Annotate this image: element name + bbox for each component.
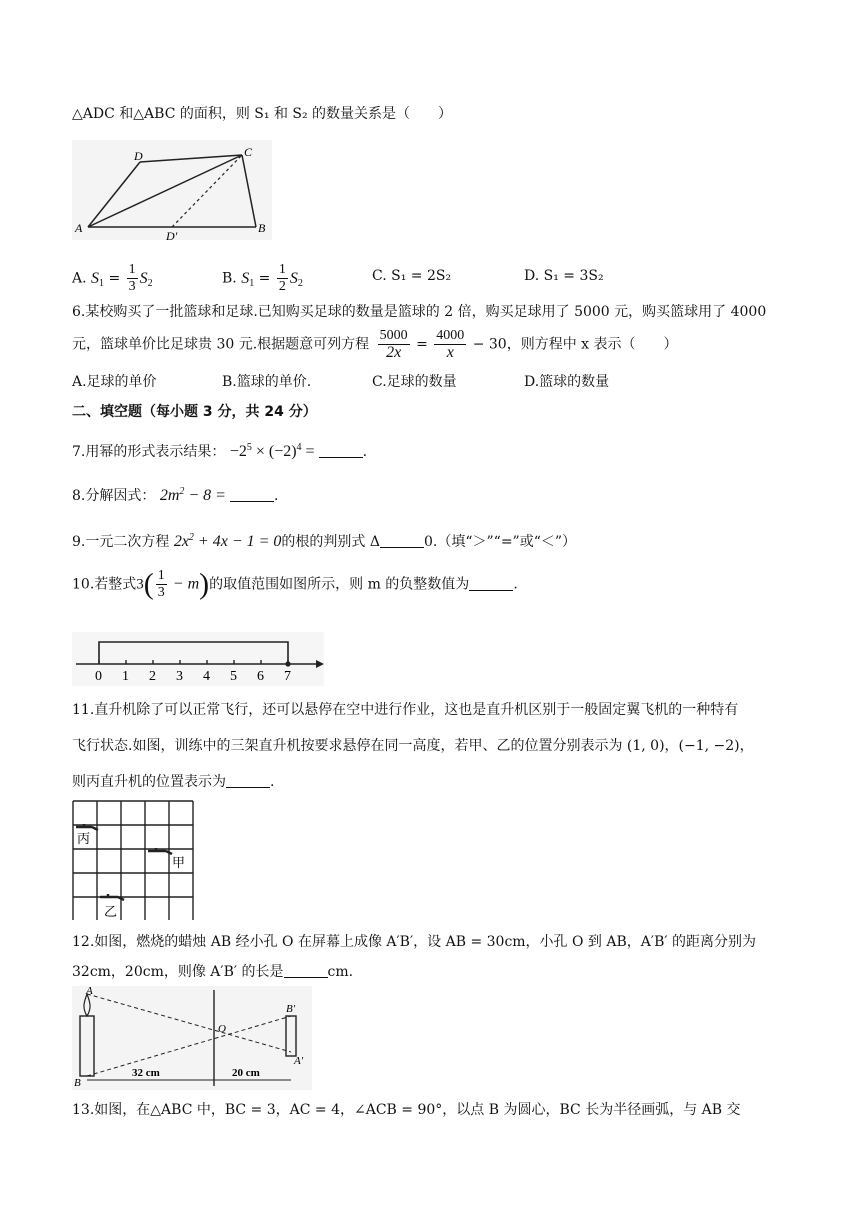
q12-label-a: A: [86, 986, 93, 997]
q5-label-d-prime: D′: [166, 229, 178, 240]
q5-label-a: A: [75, 221, 83, 235]
q11-label-jia: 甲: [172, 855, 186, 870]
q8: 8.分解因式： $2m^2 - 8$ = .: [72, 486, 279, 504]
q11-helicopter-grid: [72, 800, 196, 920]
q12-dim-32: 32 cm: [132, 1067, 160, 1079]
q10-tick-label: 1: [122, 669, 129, 684]
q11-line2: 飞行状态.如图，训练中的三架直升机按要求悬停在同一高度，若甲、乙的位置分别表示为 (1, 0)，(−1, −2)，: [72, 738, 754, 754]
q5-quadrilateral-figure: [72, 140, 272, 240]
q6-line2: 元，篮球单价比足球贵 30 元.根据题意可列方程 $\frac{5000}{2x}$ = $\frac{4000}{x}$ − 30，则方程中 x 表示（ ）: [72, 328, 678, 361]
q5-option-d: D. S₁ = 3S₂: [524, 268, 604, 284]
q6-option-a: A.足球的单价: [72, 374, 157, 390]
q10-tick-label: 0: [95, 669, 102, 684]
q10-tick-label: 4: [203, 669, 210, 684]
q11-label-bing: 丙: [77, 831, 91, 846]
q11-line3: 则丙直升机的位置表示为 .: [72, 774, 275, 790]
q10-number-line: [72, 632, 324, 686]
q12-label-b-prime: B′: [286, 1003, 296, 1015]
q10-tick-label: 7: [284, 669, 291, 684]
q12-label-o: O: [218, 1023, 226, 1035]
q11-line1: 11.直升机除了可以正常飞行，还可以悬停在空中进行作业，这也是直升机区别于一般固定翼飞机的一种特有: [72, 702, 739, 718]
q12-line1: 12.如图，燃烧的蜡烛 AB 经小孔 O 在屏幕上成像 A′B′，设 AB = 30cm，小孔 O 到 AB，A′B′ 的距离分别为: [72, 934, 756, 950]
q10-tick-label: 2: [149, 669, 156, 684]
q6-option-c: C.足球的数量: [372, 374, 457, 390]
q12-pinhole-figure: [72, 986, 312, 1090]
q12-dim-20: 20 cm: [232, 1067, 260, 1079]
q5-label-d: D: [134, 149, 143, 163]
q5-option-b: B. $S_1$ = $\frac{1}{2}$ $S_2$: [222, 262, 303, 294]
q6-line1: 6.某校购买了一批篮球和足球.已知购买足球的数量是篮球的 2 倍，购买足球用了 5000 元，购买篮球用了 4000: [72, 304, 767, 320]
q13-line1: 13.如图，在△ABC 中，BC = 3，AC = 4，∠ACB = 90°，以点 B 为圆心，BC 长为半径画弧，与 AB 交: [72, 1102, 741, 1118]
q12-line2: 32cm，20cm，则像 A′B′ 的长是 cm.: [72, 964, 354, 980]
q7: 7.用幂的形式表示结果： $-2^5 \times (-2)^4$ = .: [72, 442, 368, 460]
q5-option-a: A. $S_1$ = $\frac{1}{3}$ $S_2$: [72, 262, 153, 294]
q10: 10.若整式3( $\frac{1}{3}$ − m)的取值范围如图所示，则 m 的负整数值为 .: [72, 567, 518, 601]
q9: 9.一元二次方程 $2x^2 + 4x - 1 = 0$的根的判别式 Δ 0.（填“＞”“=”或“＜”）: [72, 532, 577, 550]
q10-tick-label: 6: [257, 669, 264, 684]
q5-label-c: C: [244, 145, 253, 159]
q5-label-b: B: [258, 221, 266, 235]
q6-option-b: B.篮球的单价.: [222, 374, 312, 390]
q10-tick-label: 3: [176, 669, 183, 684]
q11-label-yi: 乙: [104, 904, 118, 919]
q5-option-c: C. S₁ = 2S₂: [372, 268, 452, 284]
q6-option-d: D.篮球的数量: [524, 374, 610, 390]
q12-label-b: B: [74, 1077, 81, 1089]
q12-label-a-prime: A′: [294, 1055, 304, 1067]
section-heading-fill-in: 二、填空题（每小题 3 分，共 24 分）: [72, 404, 317, 420]
q10-tick-label: 5: [230, 669, 237, 684]
q5-stem: △ADC 和△ABC 的面积，则 S₁ 和 S₂ 的数量关系是（ ）: [72, 106, 453, 122]
